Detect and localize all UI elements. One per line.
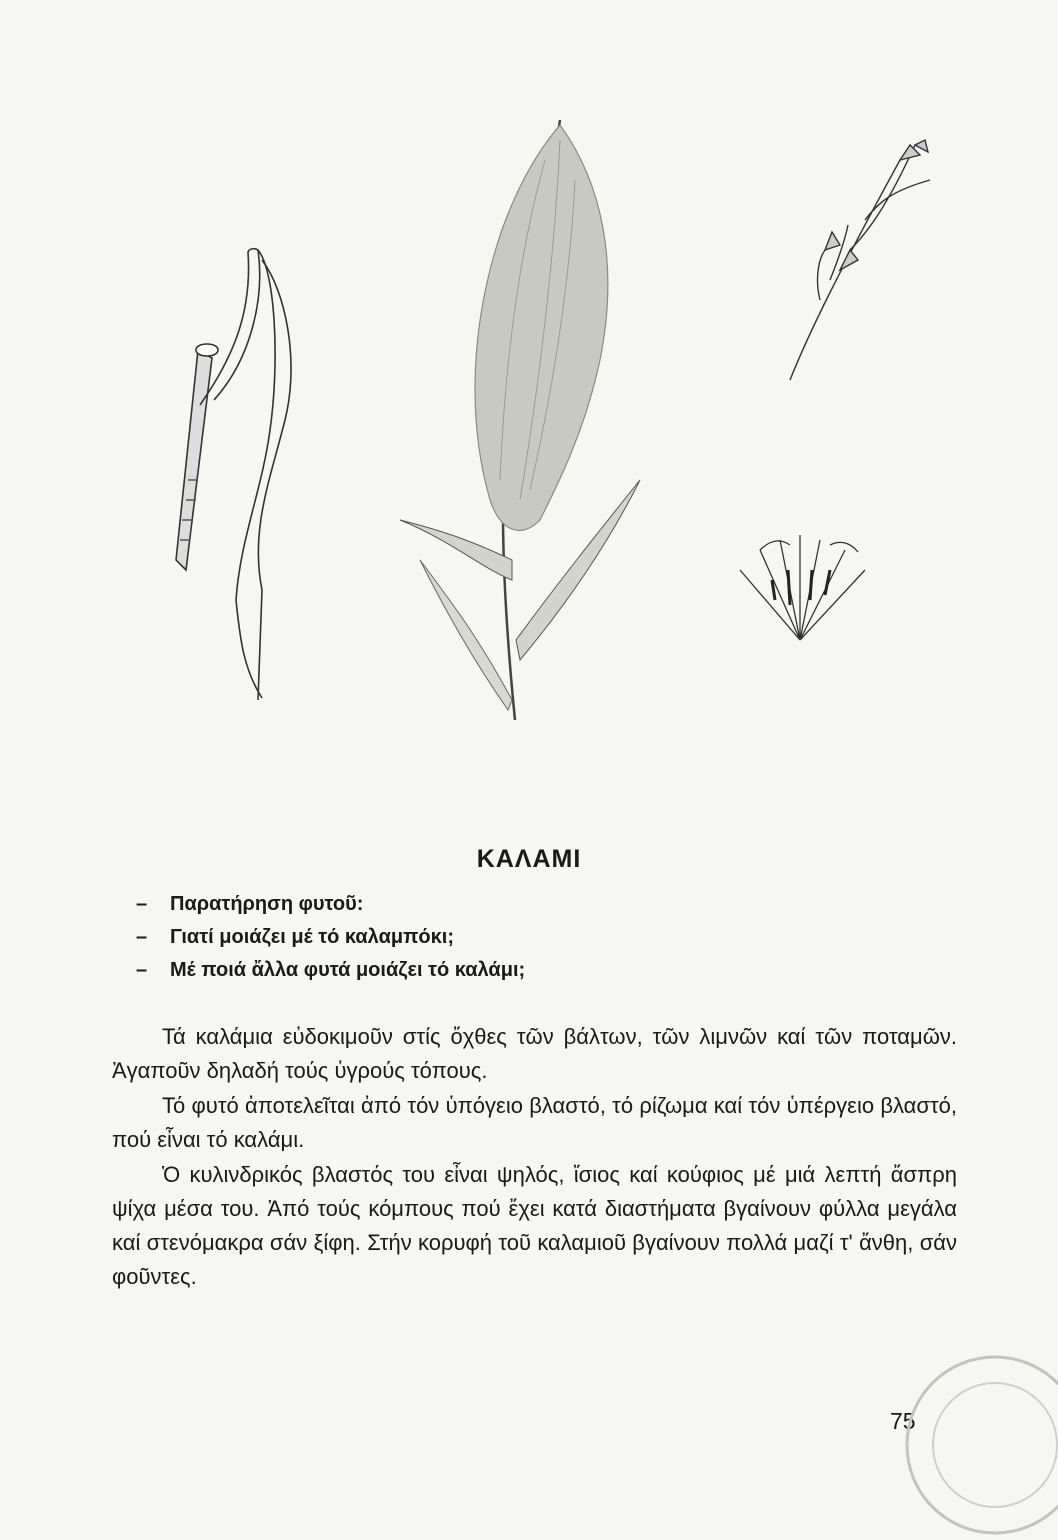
paragraph: Τά καλάμια εὐδοκιμοῦν στίς ὄχθες τῶν βάλτων, τῶν λιμνῶν καί τῶν ποταμῶν. Ἀγαποῦν δηλαδή τούς ὑγρούς τόπους. bbox=[112, 1024, 957, 1083]
question-item: – Γιατί μοιάζει μέ τό καλαμπόκι; bbox=[136, 926, 454, 948]
reed-panicle-drawing bbox=[400, 120, 640, 720]
flower-detail-drawing bbox=[740, 535, 865, 640]
stem-with-leaf-sheath-drawing bbox=[176, 249, 291, 700]
question-item: – Παρατήρηση φυτοῦ: bbox=[136, 893, 364, 915]
paragraph: Τό φυτό ἀποτελεῖται ἀπό τόν ὑπόγειο βλαστό, τό ρίζωμα καί τόν ὑπέργειο βλαστό, πού εἶναι τό καλάμι. bbox=[112, 1093, 957, 1152]
spikelet-sprig-drawing bbox=[790, 140, 930, 380]
library-stamp bbox=[900, 1350, 1058, 1540]
paragraph: Ὁ κυλινδρικός βλαστός του εἶναι ψηλός, ἴσιος καί κούφιος μέ μιά λεπτή ἄσπρη ψίχα μέσα του. Ἀπό τούς κόμπους πού ἔχει κατά διαστήματα βγαίνουν φύλλα μεγάλα καί στενόμακρα σάν ξίφη. Στήν κορυφή τοῦ καλαμιοῦ βγαίνουν πολλά μαζί τ' ἄνθη, σάν φοῦντες. bbox=[112, 1162, 957, 1289]
reed-plant-illustration bbox=[0, 100, 1058, 740]
question-list bbox=[136, 888, 525, 987]
question-item: – Μέ ποιά ἄλλα φυτά μοιάζει τό καλάμι; bbox=[136, 959, 526, 981]
body-text bbox=[112, 1020, 957, 1294]
page-number: 75 bbox=[890, 1408, 916, 1434]
page-title: ΚΑΛΑΜΙ bbox=[476, 845, 582, 873]
